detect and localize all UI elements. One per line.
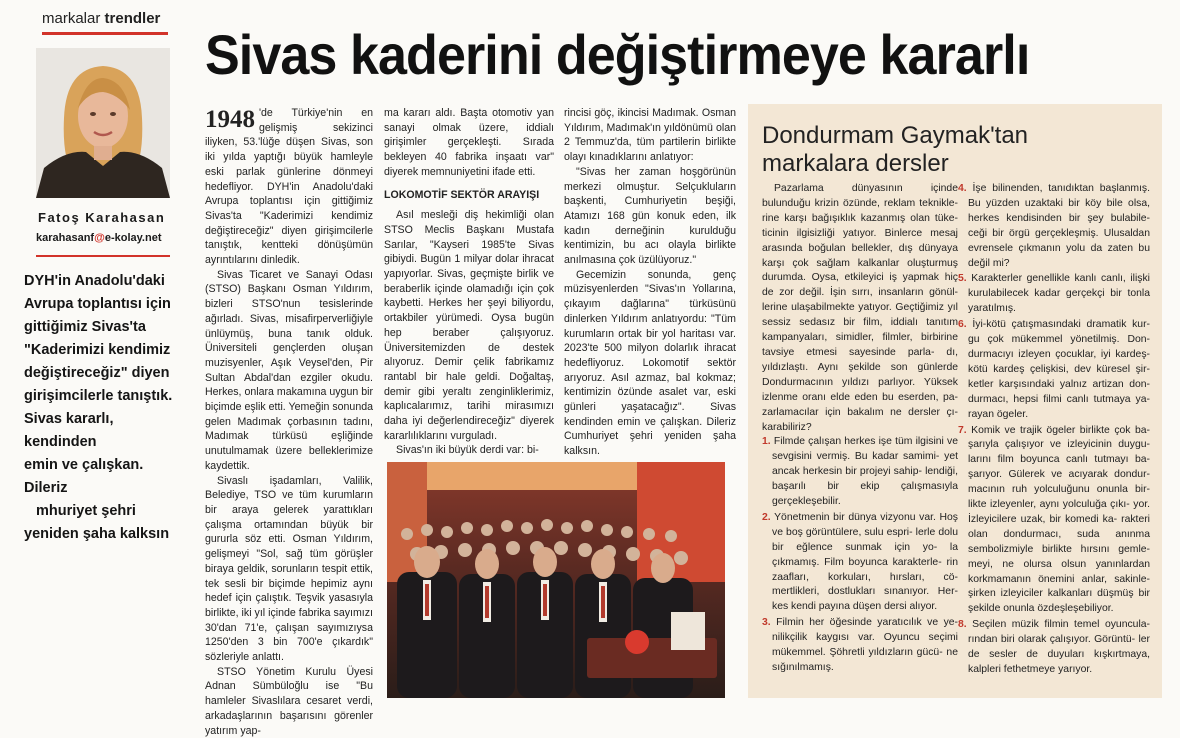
article-paragraph: Asıl mesleği diş hekimliği olan STSO Meclis Başkanı Mustafa Sarılar, "Kayseri 1985'te Sivas gibiydi. Bugün 1 milyar dolar ihracat yapıyorlar. Sivas, geçmişte birlik ve beraberlik içinde olamadığı için çok kaybetti. Herkes her şeyi biliyordu, ortakbiler yürümedi. Oysa bugün hep beraber çalışıyoruz. Üniversitemizden de destek alıyoruz. Demir çelik fabrikamız rantabl bir hale geldi. Doğaltaş, demir gibi yeraltı zenginliklerimiz, kaplıcalarımız, tarihi mirasımızı daha iyi değerlendireceğiz" diyerek kararlılıklarını vurguladı. [384,209,554,442]
sidebar-list-item: 4. İşe bilinenden, tanıdıktan başlanmış. Bu yüzden uzaktaki bir köy bile olsa, herkes kendisinden bir şey bulabile- ceği bir örgü gerçekleşmiş. Ulusaldan evrensele çıkmanın yolu da zaten bu değil mi? [958,183,1151,269]
article-paragraph: Sivaslı işadamları, Valilik, Belediye, TSO ve tüm kurumların bir araya gelerek yarattıkları çalışma ortamından büyük bir gururla söz etti. Osman Yıldırım, gelişmeyi "Sol, sağ tüm görüşler biraya geldik, sorunların tespit ettik, tek sesli bir biçimde hepimiz aynı hedef için çalıştık. Teşvik yasasıyla birlikte, iki yıl içinde fabrika sayımızı 30'dan 71'e, çalışan sayımızıysa 1250'den 3 bin 700'e çıkardık" sözleriyle anlattı. [205,474,373,664]
article-column-3 [564,106,736,459]
article-paragraph: ma kararı aldı. Başta otomotiv yan sanayi olmak üzere, iddialı girişimler gerçekleşti. Sırada bekleyen 40 fabrika inşaatı var" diyerek memnuniyetini ifade etti. [384,107,554,178]
article-paragraph: "Sivas her zaman hoşgörünün merkezi olmuştur. Selçukluların başkenti, Cumhuriyetin beşiği, Atamızı 168 gün konuk eden, ilk kadın derneğinin kurulduğu kentimizin, bu acı olayla birlikte anılmasına çok üzülüyoruz." [564,165,736,267]
pull-quote-line: yeniden şaha kalksın [24,526,170,542]
article-paragraph: 1948 'de Türkiye'nin en gelişmiş sekizinci iliyken, 53.'lüğe düşen Sivas, son iki yılda yaptığı büyük hamleyle eski parlak günlerine dönmeyi hedefliyor. DYH'in Anadolu'daki Avrupa toplantısı için gittiğimiz Sivas'ta "Kaderimizi kendimiz değiştireceğiz" diyen girişimcilerle tanıştık, kentteki dönüşümün ayrıntılarını dinledik. [205,106,373,267]
sidebar-title-line: markalara dersler [762,150,949,177]
section-label-bold: trendler [104,10,161,27]
pull-quote-line: girişimcilerle tanıştık. [24,388,173,404]
sidebar-column-1 [762,182,958,677]
pull-quote-line: emin ve çalışkan. Dileriz [24,457,144,496]
headline: Sivas kaderini değiştirmeye kararlı [205,23,1030,86]
pull-quote-line: mhuriyet şehri [36,503,136,519]
section-rule [42,32,168,35]
pull-quote-line: Sivas kararlı, kendinden [24,411,114,450]
sidebar-list-item: 5. Karakterler genellikle kanlı canlı, ilişki kurulabilecek kadar gerçekçi bir tonla yaratılmış. [958,273,1150,315]
sidebar-list-item: 3. Filmin her öğesinde yaratıcılık ve ye- nilikçilik kaygısı var. Oyuncu seçimi mükemmel. Şöhretli yıldızların gücü- ne sığınılmamış. [762,617,959,673]
article-paragraph: STSO Yönetim Kurulu Üyesi Adnan Sümbüloğlu ise "Bu hamleler Sivaslılara cesaret verdi, arkadaşlarının başarısını görenler yatırım yap- [205,665,373,737]
sidebar-list-item: 6. İyi-kötü çatışmasındaki dramatik kur- gu çok mükemmel yönetilmiş. Don- durmacıyı izleyen çocuklar, iyi kardeş- kötü kardeş çelişkisi, dev küresel şir- ketler karşısındaki yalnız artizan don- durmacı, hepsi filmi canlı tutmaya ya- rayan ögeler. [958,319,1150,420]
article-column-2 [384,106,554,458]
article-paragraph: Gecemizin sonunda, genç müzisyenlerden "Sivas'ın Yollarına, çıkayım dağlarına" türküsünü dinlerken Yıldırım anlatıyordu: "Tüm kurumların ortak bir yol haritası var. 2023'te 500 milyon dolarlık ihracat hedefliyoruz. Lokomotif sektör arıyoruz. Asıl azmaz, bal kokmaz; kentimizin özünde asalet var, eski günleri yaşatacağız". Sivas kendinden emin ve çalışkan. Dileriz Cumhuriyet şehri yeniden şaha kalksın. [564,268,736,458]
sidebar-list-item: 2. Yönetmenin bir dünya vizyonu var. Hoş ve boş görüntülere, sulu espri- lerle dolu bir eğlence sunmak için yo- la çıkmamış. Film boyunca karakterle- rin zaafları, korkuları, hırsları, cö- mertlikleri, dostlukları sınanıyor. Her- kes kendi payına düşen dersi alıyor. [762,511,958,613]
sidebar-intro: Pazarlama dünyasının içinde bulunduğu krizin özünde, reklam teknikle- rine karşı bağışıklık kazanmış olan tüke- ticinin ilgisizliği yatıyor. Binlerce mesaj arasında boğulan bellekler, dış dünyaya karşı çok sağlam kalkanlar oluşturmuş durumda. Oysa, etkileyici iş yapmak hiç de zor değil. İşin sırrı, insanların gönül- lerine ulaşabilmekte yatıyor. Geçtiğimiz yıl sessiz sedasız bir film, iddialı tanıtım kampanyaları, simidler, filmler, birbirine tavsiye etmesi sayesinde parla- dı, yıldızlaştı. Aynı şekilde son günlerde Dondurmacının yıldızı parlıyor. Yüksek izlenme oranı elde eden bu eserden, pa- zarlamacılar için bakalım ne dersler çı- karabiliriz? [762,183,958,433]
pull-quote-line: "Kaderimizi kendimiz [24,342,171,358]
pull-quote [24,270,186,546]
section-label [42,10,160,27]
drop-year: 1948 [205,106,255,133]
sidebar-list-item: 7. Komik ve trajik ögeler birlikte çok ba- şarıyla çalışıyor ve izleyicinin duygu- larını film boyunca canlı tutmayı ba- şarıyor. Gülerek ve acıyarak dondur- macının ruh yolculuğunu onunla bir- likte izleyenler, aynı yolculuğa çıkı- yor. İzleyicilere uzak, bir komedi ka- rakteri olan dondurmacı, suda anınma sembolizmiyle birlikte hırsını gemle- meyi, ne olursa olsun yanınlardan korkmamanın önemini anlar, sakinle- şirken izleyiciler kalkanları düşmüş bir şekilde onunla özdeşleşebiliyor. [958,424,1150,615]
pull-quote-line: DYH'in Anadolu'daki [24,273,165,289]
article-subhead: LOKOMOTİF SEKTÖR ARAYIŞI [384,188,540,201]
author-photo [36,48,170,198]
author-email[interactable]: karahasanf@e-kolay.net [36,232,162,244]
sidebar-column-2 [958,182,1150,679]
pull-quote-line: değiştireceğiz" diyen [24,365,170,381]
sidebar-title [762,122,1028,178]
author-name: Fatoş Karahasan [38,210,166,225]
article-paragraph: Sivas Ticaret ve Sanayi Odası (STSO) Başkanı Osman Yıldırım, bizleri STSO'nun tesislerinde ağırladı. Sivas, misafirperverliğiyle ünlüymüş, buna tanık olduk. Üniversiteli gençlerden oluşan muzisyenler, Aşık Veysel'den, Pir Sultan Abdal'dan ezgiler okudu. Herkes, onlara makamına uygun bir biçimde eşlik etti. Yemeğin sonunda gelen Madımak çorbasının tadını, Madımak türküsü eşliğinde unutulmamak üzere belleklerimize kaydettik. [205,268,373,472]
author-rule [36,255,170,257]
sidebar-list-item: 1. Filmde çalışan herkes işe tüm ilgisini ve sevgisini vermiş. Bu kadar samimi- yet ancak herkesin bir projeyi sahip- lendiği, başarılı bir ekip çalışmasıyla gerçekleşebilir. [762,436,958,508]
article-column-1 [205,106,373,738]
sidebar-title-line: Dondurmam Gaymak'tan [762,122,1029,149]
event-photo [387,462,725,698]
section-label-light: markalar [42,10,101,27]
sidebar-list-item: 8. Seçilen müzik filmin temel oyuncula- rından biri olarak çalışıyor. Görüntü- ler de sesler de duyuları kışkırtmaya, kalpleri fethetmeye yarıyor. [958,619,1150,675]
article-paragraph: Sivas'ın iki büyük derdi var: bi- [396,444,539,457]
pull-quote-line: Avrupa toplantısı için [24,296,171,312]
pull-quote-line: gittiğimiz Sivas'ta [24,319,146,335]
article-paragraph: rincisi göç, ikincisi Madımak. Osman Yıldırım, Madımak'ın yıldönümü olan 2 Temmuz'da, tüm partilerin birlikte olayı kınadıklarını anlatıyor: [564,107,736,164]
